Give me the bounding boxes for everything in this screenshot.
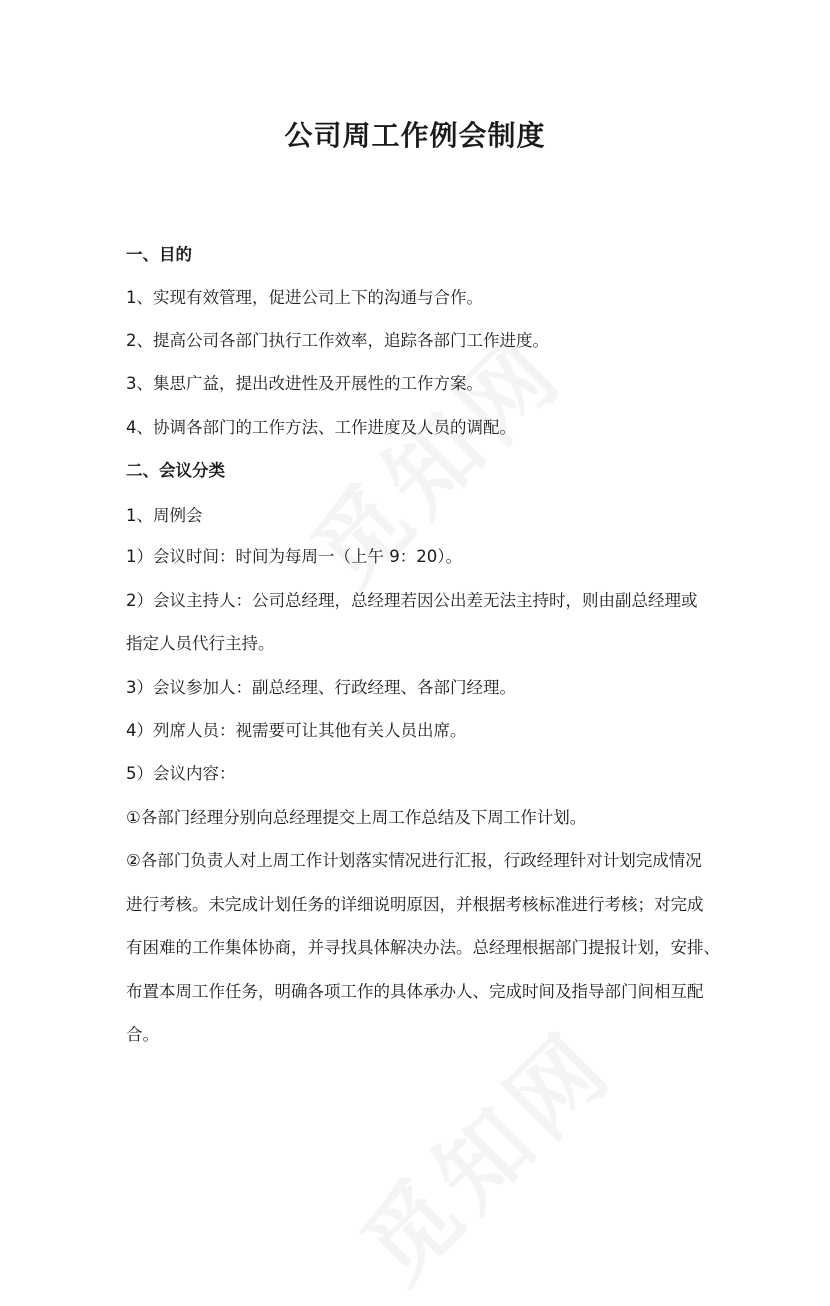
paragraph: 4）列席人员：视需要可让其他有关人员出席。 xyxy=(126,721,467,740)
paragraph: 2）会议主持人：公司总经理，总经理若因公出差无法主持时，则由副总经理或 xyxy=(126,591,698,610)
paragraph: 指定人员代行主持。 xyxy=(126,634,275,653)
paragraph: 1、实现有效管理，促进公司上下的沟通与合作。 xyxy=(126,288,483,307)
section-heading-meeting-types: 二、会议分类 xyxy=(126,461,225,480)
paragraph: 1、周例会 xyxy=(126,506,203,525)
section-heading-purpose: 一、目的 xyxy=(126,245,192,264)
paragraph: 2、提高公司各部门执行工作效率，追踪各部门工作进度。 xyxy=(126,331,549,350)
paragraph: ①各部门经理分别向总经理提交上周工作总结及下周工作计划。 xyxy=(126,808,587,827)
paragraph: 3）会议参加人：副总经理、行政经理、各部门经理。 xyxy=(126,678,516,697)
paragraph: 合。 xyxy=(126,1025,159,1044)
document-title: 公司周工作例会制度 xyxy=(284,119,546,152)
paragraph: 有困难的工作集体协商，并寻找具体解决办法。总经理根据部门提报计划，安排、 xyxy=(126,938,720,957)
paragraph: 3、集思广益，提出改进性及开展性的工作方案。 xyxy=(126,374,483,393)
paragraph: 5）会议内容： xyxy=(126,764,236,783)
paragraph: ②各部门负责人对上周工作计划落实情况进行汇报，行政经理针对计划完成情况 xyxy=(126,851,702,870)
paragraph: 4、协调各部门的工作方法、工作进度及人员的调配。 xyxy=(126,418,516,437)
paragraph: 进行考核。未完成计划任务的详细说明原因，并根据考核标准进行考核；对完成 xyxy=(126,895,704,914)
paragraph: 布置本周工作任务，明确各项工作的具体承办人、完成时间及指导部门间相互配 xyxy=(126,982,704,1001)
paragraph: 1）会议时间：时间为每周一（上午 9：20）。 xyxy=(126,547,462,566)
